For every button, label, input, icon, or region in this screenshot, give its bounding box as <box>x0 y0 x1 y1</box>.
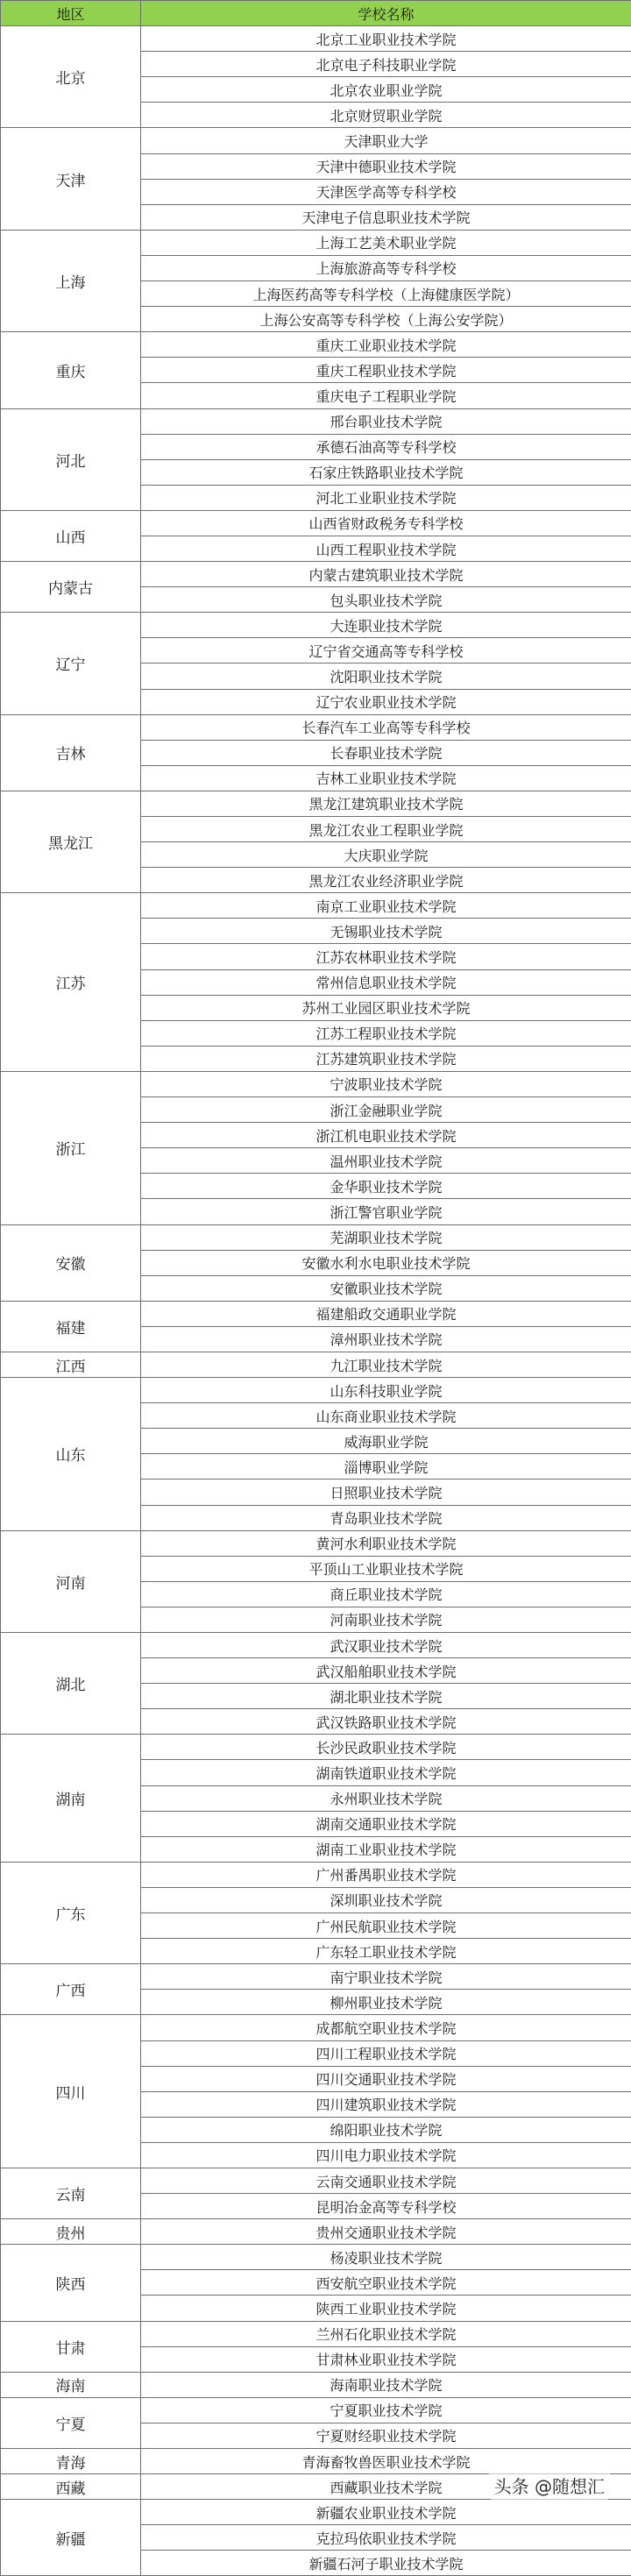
school-name-cell: 威海职业学院 <box>141 1429 631 1454</box>
region-cell: 重庆 <box>1 332 141 408</box>
school-name-cell: 江苏建筑职业技术学院 <box>141 1046 631 1071</box>
school-name-cell: 湖南工业职业技术学院 <box>141 1836 631 1862</box>
table-row <box>1 1735 631 1760</box>
school-name-cell: 武汉船舶职业技术学院 <box>141 1658 631 1684</box>
table-body <box>1 26 631 2576</box>
region-cell: 宁夏 <box>1 2397 141 2448</box>
region-cell: 黑龙江 <box>1 791 141 892</box>
school-name-cell: 广州番禺职业技术学院 <box>141 1862 631 1887</box>
school-name-cell: 宁夏财经职业技术学院 <box>141 2423 631 2448</box>
region-cell: 陕西 <box>1 2245 141 2321</box>
region-cell: 广西 <box>1 1964 141 2015</box>
school-name-cell: 长春职业技术学院 <box>141 740 631 765</box>
watermark-text: 头条 @随想汇 <box>494 2473 605 2498</box>
region-cell: 河北 <box>1 408 141 510</box>
school-name-cell: 武汉铁路职业技术学院 <box>141 1709 631 1735</box>
school-name-cell: 承德石油高等专科学校 <box>141 434 631 459</box>
region-cell: 广东 <box>1 1862 141 1963</box>
region-cell: 内蒙古 <box>1 562 141 613</box>
region-cell: 贵州 <box>1 2219 141 2245</box>
school-name-cell: 天津职业大学 <box>141 128 631 153</box>
school-name-cell: 广东轻工职业技术学院 <box>141 1939 631 1964</box>
school-name-cell: 黑龙江农业工程职业学院 <box>141 817 631 842</box>
table-row <box>1 1964 631 1990</box>
school-name-cell: 绵阳职业技术学院 <box>141 2117 631 2142</box>
school-name-cell: 南宁职业技术学院 <box>141 1964 631 1990</box>
region-cell: 云南 <box>1 2168 141 2218</box>
school-name-cell: 北京财贸职业学院 <box>141 103 631 128</box>
school-name-cell: 金华职业技术学院 <box>141 1174 631 1199</box>
school-name-cell: 山西工程职业技术学院 <box>141 536 631 561</box>
table-row <box>1 1301 631 1326</box>
region-cell: 辽宁 <box>1 613 141 714</box>
school-name-cell: 平顶山工业职业技术学院 <box>141 1556 631 1581</box>
table-row <box>1 893 631 919</box>
region-cell: 甘肃 <box>1 2321 141 2372</box>
school-name-cell: 四川工程职业技术学院 <box>141 2040 631 2066</box>
school-name-cell: 四川电力职业技术学院 <box>141 2142 631 2168</box>
header-school-name: 学校名称 <box>141 1 631 26</box>
table-row <box>1 1530 631 1556</box>
school-name-cell: 天津中德职业技术学院 <box>141 153 631 179</box>
school-name-cell: 北京电子科技职业学院 <box>141 52 631 77</box>
school-name-cell: 浙江警官职业学院 <box>141 1199 631 1224</box>
school-name-cell: 广州民航职业技术学院 <box>141 1913 631 1939</box>
school-name-cell: 重庆工程职业技术学院 <box>141 358 631 383</box>
region-cell: 湖南 <box>1 1735 141 1862</box>
school-name-cell: 河北工业职业技术学院 <box>141 485 631 510</box>
school-name-cell: 常州信息职业技术学院 <box>141 969 631 995</box>
school-name-cell: 天津电子信息职业技术学院 <box>141 204 631 230</box>
school-name-cell: 浙江金融职业学院 <box>141 1097 631 1123</box>
table-row <box>1 2015 631 2040</box>
table-row <box>1 2397 631 2423</box>
school-name-cell: 黑龙江建筑职业技术学院 <box>141 791 631 816</box>
table-row <box>1 1862 631 1887</box>
school-name-cell: 长沙民政职业技术学院 <box>141 1735 631 1760</box>
school-name-cell: 苏州工业园区职业技术学院 <box>141 995 631 1020</box>
school-name-cell: 黑龙江农业经济职业学院 <box>141 868 631 893</box>
school-name-cell: 九江职业技术学院 <box>141 1352 631 1377</box>
school-name-cell: 湖北职业技术学院 <box>141 1684 631 1709</box>
table-header <box>1 1 631 26</box>
school-name-cell: 西安航空职业技术学院 <box>141 2270 631 2296</box>
school-name-cell: 包头职业技术学院 <box>141 587 631 613</box>
school-name-cell: 宁波职业技术学院 <box>141 1071 631 1096</box>
school-name-cell: 深圳职业技术学院 <box>141 1887 631 1912</box>
school-name-cell: 克拉玛依职业技术学院 <box>141 2525 631 2551</box>
region-cell: 山西 <box>1 510 141 561</box>
school-name-cell: 重庆电子工程职业学院 <box>141 383 631 408</box>
table-row <box>1 1633 631 1658</box>
region-cell: 江西 <box>1 1352 141 1377</box>
table-row <box>1 230 631 255</box>
school-name-cell: 永州职业技术学院 <box>141 1785 631 1811</box>
region-cell: 安徽 <box>1 1224 141 1301</box>
school-name-cell: 安徽水利水电职业技术学院 <box>141 1250 631 1275</box>
school-name-cell: 青岛职业技术学院 <box>141 1505 631 1530</box>
table-row <box>1 1352 631 1377</box>
table-row <box>1 791 631 816</box>
school-name-cell: 柳州职业技术学院 <box>141 1990 631 2015</box>
table-row <box>1 332 631 358</box>
school-name-cell: 甘肃林业职业技术学院 <box>141 2346 631 2372</box>
region-cell: 山东 <box>1 1378 141 1531</box>
school-name-cell: 兰州石化职业技术学院 <box>141 2321 631 2346</box>
table-row <box>1 408 631 434</box>
school-name-cell: 西藏职业技术学院 <box>141 2474 631 2500</box>
region-cell: 青海 <box>1 2449 141 2474</box>
table-row <box>1 2168 631 2193</box>
school-name-cell: 北京工业职业技术学院 <box>141 26 631 52</box>
school-name-cell: 上海公安高等专科学校（上海公安学院） <box>141 307 631 332</box>
school-name-cell: 贵州交通职业技术学院 <box>141 2219 631 2245</box>
table-row <box>1 1071 631 1096</box>
school-name-cell: 长春汽车工业高等专科学校 <box>141 714 631 740</box>
school-name-cell: 安徽职业技术学院 <box>141 1275 631 1301</box>
school-name-cell: 温州职业技术学院 <box>141 1148 631 1174</box>
region-cell: 浙江 <box>1 1071 141 1224</box>
region-cell: 江苏 <box>1 893 141 1072</box>
table-row <box>1 2321 631 2346</box>
school-name-cell: 宁夏职业技术学院 <box>141 2397 631 2423</box>
school-name-cell: 山东商业职业技术学院 <box>141 1403 631 1429</box>
school-name-cell: 浙江机电职业技术学院 <box>141 1123 631 1148</box>
school-name-cell: 上海工艺美术职业学院 <box>141 230 631 255</box>
region-cell: 河南 <box>1 1530 141 1632</box>
school-name-cell: 无锡职业技术学院 <box>141 919 631 944</box>
school-name-cell: 青海畜牧兽医职业技术学院 <box>141 2449 631 2474</box>
table-row <box>1 26 631 52</box>
header-region: 地区 <box>1 1 141 26</box>
school-name-cell: 山西省财政税务专科学校 <box>141 510 631 536</box>
school-name-cell: 山东科技职业学院 <box>141 1378 631 1403</box>
school-name-cell: 沈阳职业技术学院 <box>141 664 631 689</box>
header-row <box>1 1 631 26</box>
region-cell: 湖北 <box>1 1633 141 1735</box>
school-name-cell: 河南职业技术学院 <box>141 1607 631 1632</box>
school-name-cell: 内蒙古建筑职业技术学院 <box>141 562 631 587</box>
school-name-cell: 日照职业技术学院 <box>141 1480 631 1505</box>
table-row <box>1 2372 631 2397</box>
table-row <box>1 613 631 638</box>
school-name-cell: 吉林工业职业技术学院 <box>141 765 631 791</box>
school-name-cell: 邢台职业技术学院 <box>141 408 631 434</box>
school-name-cell: 成都航空职业技术学院 <box>141 2015 631 2040</box>
school-name-cell: 天津医学高等专科学校 <box>141 179 631 204</box>
school-name-cell: 重庆工业职业技术学院 <box>141 332 631 358</box>
school-name-cell: 淄博职业学院 <box>141 1454 631 1480</box>
school-name-cell: 新疆农业职业技术学院 <box>141 2500 631 2525</box>
region-cell: 新疆 <box>1 2500 141 2576</box>
table-row <box>1 510 631 536</box>
school-name-cell: 湖南交通职业技术学院 <box>141 1811 631 1836</box>
school-name-cell: 四川建筑职业技术学院 <box>141 2091 631 2117</box>
school-name-cell: 黄河水利职业技术学院 <box>141 1530 631 1556</box>
school-name-cell: 上海旅游高等专科学校 <box>141 255 631 280</box>
school-name-cell: 大庆职业学院 <box>141 842 631 868</box>
school-name-cell: 南京工业职业技术学院 <box>141 893 631 919</box>
table-row <box>1 2245 631 2270</box>
school-name-cell: 上海医药高等专科学校（上海健康医学院） <box>141 281 631 307</box>
school-name-cell: 武汉职业技术学院 <box>141 1633 631 1658</box>
table-row <box>1 714 631 740</box>
region-cell: 天津 <box>1 128 141 230</box>
school-name-cell: 大连职业技术学院 <box>141 613 631 638</box>
region-cell: 四川 <box>1 2015 141 2168</box>
region-cell: 上海 <box>1 230 141 331</box>
table-row <box>1 128 631 153</box>
school-name-cell: 芜湖职业技术学院 <box>141 1224 631 1250</box>
table-row <box>1 2219 631 2245</box>
school-name-cell: 昆明冶金高等专科学校 <box>141 2194 631 2219</box>
table-row <box>1 2500 631 2525</box>
table-row <box>1 1378 631 1403</box>
school-name-cell: 陕西工业职业技术学院 <box>141 2296 631 2321</box>
school-name-cell: 商丘职业技术学院 <box>141 1581 631 1607</box>
school-name-cell: 四川交通职业技术学院 <box>141 2066 631 2091</box>
region-cell: 吉林 <box>1 714 141 791</box>
watermark <box>489 2471 610 2500</box>
school-name-cell: 江苏农林职业技术学院 <box>141 944 631 969</box>
region-cell: 海南 <box>1 2372 141 2397</box>
region-cell: 北京 <box>1 26 141 128</box>
table-row <box>1 562 631 587</box>
school-name-cell: 江苏工程职业技术学院 <box>141 1020 631 1046</box>
table-row <box>1 1224 631 1250</box>
school-name-cell: 云南交通职业技术学院 <box>141 2168 631 2193</box>
school-name-cell: 新疆石河子职业技术学院 <box>141 2551 631 2576</box>
region-cell: 西藏 <box>1 2474 141 2500</box>
school-name-cell: 杨凌职业技术学院 <box>141 2245 631 2270</box>
school-name-cell: 辽宁农业职业技术学院 <box>141 689 631 714</box>
school-name-cell: 辽宁省交通高等专科学校 <box>141 638 631 664</box>
school-name-cell: 福建船政交通职业学院 <box>141 1301 631 1326</box>
school-name-cell: 海南职业技术学院 <box>141 2372 631 2397</box>
school-name-cell: 北京农业职业学院 <box>141 77 631 103</box>
school-name-cell: 漳州职业技术学院 <box>141 1326 631 1352</box>
region-cell: 福建 <box>1 1301 141 1352</box>
school-name-cell: 湖南铁道职业技术学院 <box>141 1760 631 1785</box>
school-name-cell: 石家庄铁路职业技术学院 <box>141 459 631 485</box>
